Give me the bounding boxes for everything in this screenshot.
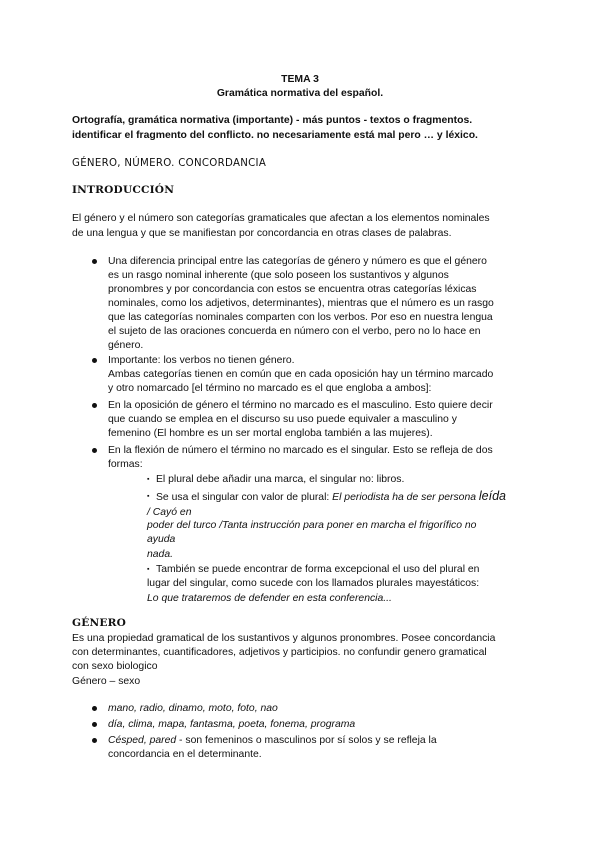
genero-bullet: mano, radio, dinamo, moto, foto, nao: [108, 703, 278, 714]
bullet-line: el sujeto de las oraciones concuerda en número con el verbo, pero no lo hace en: [108, 326, 481, 337]
bold-intro-line: Ortografía, gramática normativa (importante) - más puntos - textos o fragmentos.: [72, 115, 473, 126]
intro-paragraph-line: El género y el número son categorías gramaticales que afectan a los elementos nominales: [72, 213, 490, 224]
bullet-line: En la flexión de número el término no marcado es el singular. Esto se refleja de dos: [108, 445, 493, 456]
sub-item-excepcional: También se puede encontrar de forma excepcional el uso del plural en: [156, 564, 480, 575]
sub-bullet-square: ▪: [147, 476, 150, 483]
bullet-line: femenino (El hombre es un ser mortal engloba también a las mujeres).: [108, 428, 433, 439]
bullet-line: es un rasgo nominal inherente (que solo poseen los sustantivos y algunos: [108, 270, 449, 281]
bullet-line: que cuando se emplea en el discurso su uso puede equivaler a masculino y: [108, 414, 457, 425]
intro-heading: INTRODUCCIÓN: [72, 184, 175, 196]
sub-bullet-square: ▪: [147, 493, 150, 500]
bullet-line: pronombres y por concordancia con estos se encuentra otras categorías léxicas: [108, 284, 477, 295]
page-title: TEMA 3: [281, 74, 319, 85]
bold-intro-line: identificar el fragmento del conflicto. no necesariamente está mal pero … y léxico.: [72, 130, 478, 141]
bullet-line: género.: [108, 340, 144, 351]
bullet-line: formas:: [108, 459, 143, 470]
bullet-line: que las categorías nominales comparten con los verbos. Por eso en nuestra lengua: [108, 312, 493, 323]
bullet-dot: [92, 722, 97, 727]
bullet-dot: [92, 706, 97, 711]
section-heading: GÉNERO, NÚMERO. CONCORDANCIA: [72, 158, 267, 169]
bullet-line: Una diferencia principal entre las categorías de género y número es que el género: [108, 256, 487, 267]
genero-heading: GÉNERO: [72, 617, 127, 629]
page-subtitle: Gramática normativa del español.: [216, 88, 384, 99]
bullet-dot: [92, 358, 97, 363]
bullet-dot: [92, 403, 97, 408]
bullet-line: Importante: los verbos no tienen género.: [108, 355, 295, 366]
intro-paragraph-line: de una lengua y que se manifiestan por concordancia en otras clases de palabras.: [72, 228, 452, 239]
bullet-line: y otro nomarcado [el término no marcado es el que engloba a ambos]:: [108, 383, 432, 394]
genero-paragraph-line: Género – sexo: [72, 676, 141, 687]
sub-item-singular: Se usa el singular con valor de plural: El periodista ha de ser persona leída: [156, 489, 506, 503]
bullet-dot: [92, 448, 97, 453]
bullet-dot: [92, 259, 97, 264]
sub-item-example-line: poder del turco /Tanta instrucción para poner en marcha el frigorífico no: [147, 520, 477, 531]
sub-item-plural: El plural debe añadir una marca, el singular no: libros.: [156, 474, 405, 485]
sub-bullet-square: ▪: [147, 566, 150, 573]
genero-bullet: Césped, pared - son femeninos o masculinos por sí solos y se refleja la: [108, 735, 437, 746]
bullet-line: nominales, como los adjetivos, determinantes), mientras que el número es un rasgo: [108, 298, 494, 309]
bullet-line: Ambas categorías tienen en común que en cada oposición hay un término marcado: [108, 369, 494, 380]
genero-bullet: día, clima, mapa, fantasma, poeta, fonema, programa: [108, 719, 356, 730]
sub-item-example-line: nada.: [147, 549, 174, 560]
genero-paragraph-line: Es una propiedad gramatical de los sustantivos y algunos pronombres. Posee concordancia: [72, 633, 496, 644]
sub-item-example-line: ayuda: [147, 534, 176, 545]
sub-item-excepcional: lugar del singular, como sucede con los llamados plurales mayestáticos:: [147, 578, 480, 589]
sub-item-example-line: / Cayó en: [147, 507, 192, 518]
sub-item-excepcional-example: Lo que trataremos de defender en esta conferencia...: [147, 593, 392, 604]
genero-paragraph-line: con determinantes, cuantificadores, adjetivos y participios. no confundir genero gramatical: [72, 647, 487, 658]
bullet-line: En la oposición de género el término no marcado es el masculino. Esto quiere decir: [108, 400, 493, 411]
genero-paragraph-line: con sexo biologico: [72, 661, 158, 672]
genero-bullet-line: concordancia en el determinante.: [108, 749, 262, 760]
bullet-dot: [92, 738, 97, 743]
